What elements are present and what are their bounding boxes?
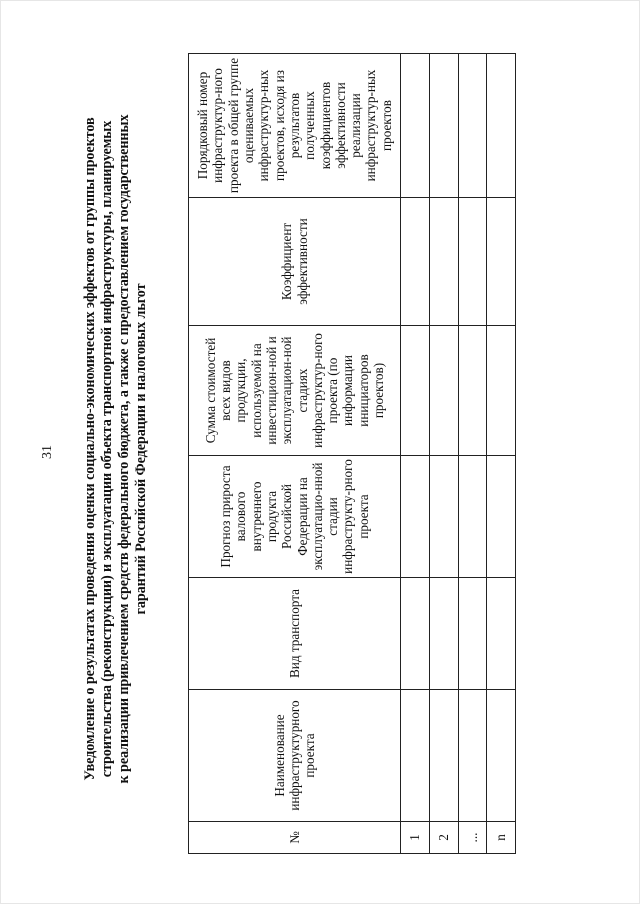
- row-number: ...: [458, 822, 487, 854]
- table-cell: [458, 198, 487, 326]
- header-transport-type: Вид транспорта: [189, 578, 401, 690]
- table-cell: [401, 456, 430, 578]
- title-line: строительства (реконструкции) и эксплуатации объекта транспортной инфраструктуры, планируемых: [99, 120, 115, 778]
- table-cell: [487, 690, 516, 822]
- title-line: гарантий Российской Федерации и налоговых льгот: [133, 283, 149, 615]
- table-cell: [458, 54, 487, 198]
- table-cell: [458, 690, 487, 822]
- page-number: 31: [40, 445, 55, 459]
- table-cell: [429, 456, 458, 578]
- header-gdp-forecast: Прогноз прироста валового внутреннего продукта Российской Федерации на эксплуатацио-нной стадии инфраструкту-рного проекта: [189, 456, 401, 578]
- header-number: №: [189, 822, 401, 854]
- title-line: Уведомление о результатах проведения оценки социально-экономических эффектов от группы проектов: [82, 117, 98, 781]
- results-table: [188, 53, 516, 854]
- header-products-cost: Сумма стоимостей всех видов продукции, используемой на инвестицион-ной и эксплуатацион-ной стадиях инфраструктур-ного проекта (по информации инициаторов проектов): [189, 326, 401, 456]
- title-line: к реализации привлечением средств федерального бюджета, а также с предоставлением государственных: [116, 114, 132, 784]
- header-project-name: Наименование инфраструктурного проекта: [189, 690, 401, 822]
- table-row: [458, 54, 487, 854]
- table-cell: [487, 578, 516, 690]
- table-row: [487, 54, 516, 854]
- table-cell: [487, 456, 516, 578]
- table-cell: [401, 54, 430, 198]
- table-row: [401, 54, 430, 854]
- table-header-row: [189, 54, 401, 854]
- table-cell: [458, 456, 487, 578]
- header-rank-number: Порядковый номер инфраструктур-ного проекта в общей группе оцениваемых инфраструктур-ных проектов, исходя из результатов полученных коэффициентов эффективности реализации инфраструктур-ных проектов: [189, 54, 401, 198]
- table-cell: [487, 198, 516, 326]
- header-efficiency-coefficient: Коэффициент эффективности: [189, 198, 401, 326]
- table-cell: [458, 326, 487, 456]
- table-cell: [401, 198, 430, 326]
- table-cell: [487, 326, 516, 456]
- table-cell: [429, 326, 458, 456]
- row-number: 1: [401, 822, 430, 854]
- table-cell: [429, 54, 458, 198]
- table-cell: [401, 326, 430, 456]
- row-number: n: [487, 822, 516, 854]
- row-number: 2: [429, 822, 458, 854]
- table-cell: [429, 578, 458, 690]
- notice-title: [82, 54, 150, 844]
- table-cell: [429, 690, 458, 822]
- table-cell: [429, 198, 458, 326]
- table-cell: [401, 690, 430, 822]
- table-cell: [458, 578, 487, 690]
- table-cell: [487, 54, 516, 198]
- table-cell: [401, 578, 430, 690]
- table-row: [429, 54, 458, 854]
